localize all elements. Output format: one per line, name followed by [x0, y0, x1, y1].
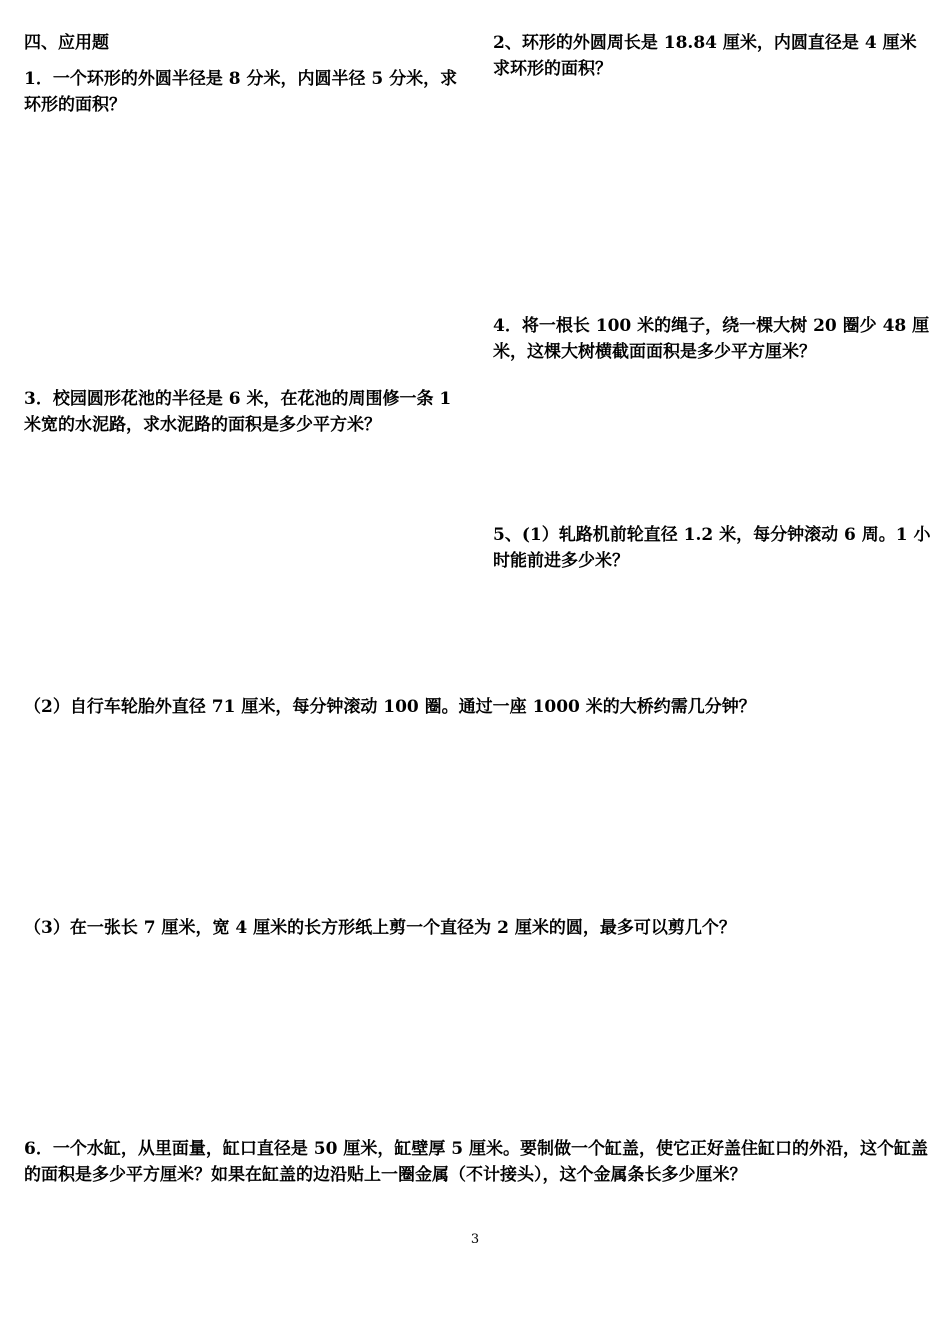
section-title: 四、应用题 [24, 33, 109, 53]
question-5-part-1: 5、(1）轧路机前轮直径 1.2 米，每分钟滚动 6 周。1 小时能前进多少米？ [493, 525, 931, 571]
question-5-part-3: （3）在一张长 7 厘米，宽 4 厘米的长方形纸上剪一个直径为 2 厘米的圆，最多可以剪几个？ [24, 918, 736, 938]
question-5-part-2: （2）自行车轮胎外直径 71 厘米，每分钟滚动 100 圈。通过一座 1000 米的大桥约需几分钟？ [24, 697, 756, 717]
question-1: 1．一个环形的外圆半径是 8 分米，内圆半径 5 分米，求环形的面积？ [24, 69, 458, 115]
page-number: 3 [470, 1232, 480, 1247]
question-6: 6．一个水缸，从里面量，缸口直径是 50 厘米，缸壁厚 5 厘米。要制做一个缸盖，使它正好盖住缸口的外沿，这个缸盖的面积是多少平方厘米？如果在缸盖的边沿贴上一圈金属（不计接头），这个金属条长多少厘米？ [24, 1139, 928, 1185]
question-4: 4．将一根长 100 米的绳子，绕一棵大树 20 圈少 48 厘米，这棵大树横截面面积是多少平方厘米？ [493, 316, 930, 362]
question-2: 2、环形的外圆周长是 18.84 厘米，内圆直径是 4 厘米求环形的面积？ [493, 33, 917, 79]
question-3: 3．校园圆形花池的半径是 6 米，在花池的周围修一条 1 米宽的水泥路，求水泥路的面积是多少平方米？ [24, 389, 452, 435]
